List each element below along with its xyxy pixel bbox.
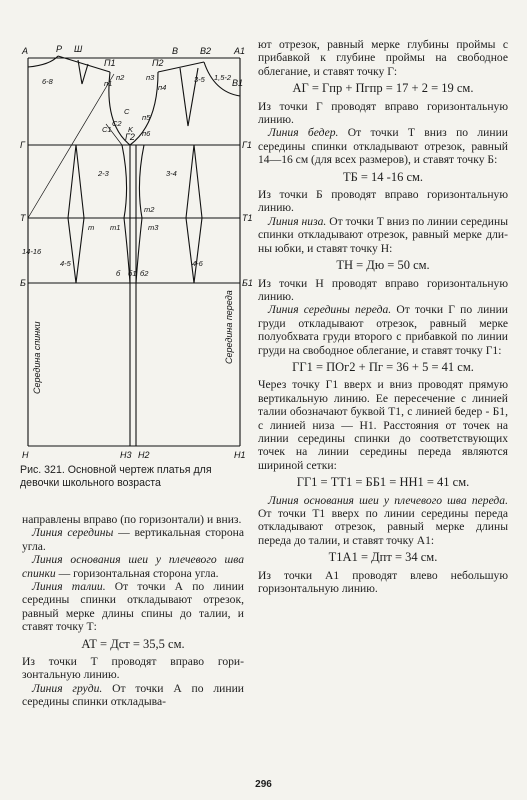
right-p3-text: От точки Т вниз по линии середины спинки откладывают отрезок, равный 14—16 см (для всех размеров), и ставят точку Б: — [258, 126, 508, 167]
label-m: m — [88, 223, 95, 232]
label-n5: п5 — [142, 113, 151, 122]
dim-6-8: 6-8 — [42, 77, 53, 86]
dress-pattern-svg — [18, 34, 253, 462]
label-n6: п6 — [142, 129, 151, 138]
right-p5-text: От точки Т вниз по линии середины спинки откладывают отрезок, равный мерке длины юбки, и ставят точку Н: — [258, 214, 508, 255]
label-k: K — [128, 125, 134, 134]
left-p4-text: От точки А по линии середины спинки откладывают отрезок, равный мерке длины спины до талии, и ставят точку Т: — [22, 580, 244, 634]
left-p2 — [22, 526, 244, 553]
label-b: В — [172, 46, 179, 56]
dim-4-6: 4-6 — [192, 259, 203, 268]
right-p5-term: Линия низа. — [268, 214, 327, 228]
label-h2: Н2 — [138, 450, 150, 460]
label-g: Г — [20, 140, 25, 150]
dim-1-5-2: 1,5-2 — [214, 73, 232, 82]
right-p2: Из точки Г проводят вправо горизонтальную линию. — [258, 99, 508, 127]
left-p2-text: — вертикальная сторона угла. — [22, 526, 244, 553]
formula-tb: ТБ = 14 -16 см. — [342, 169, 424, 184]
label-p2: П2 — [152, 58, 164, 68]
dim-3-4: 3-4 — [166, 169, 177, 178]
label-b1: В1 — [232, 78, 244, 88]
left-p3 — [22, 553, 244, 580]
label-p: P — [56, 44, 63, 54]
label-h1: Н1 — [234, 450, 246, 460]
figure-caption: Рис. 321. Основной чертеж платья для девочки школьного возраста — [20, 464, 212, 489]
right-p7-term: Линия середины переда. — [268, 303, 392, 317]
left-p4 — [22, 580, 244, 634]
right-p3 — [258, 126, 508, 166]
label-b-small: б — [116, 269, 121, 278]
right-p7 — [258, 303, 508, 357]
right-p9-text: От точки Т1 вверх по линии середины переда откладывают отрезок, равный мерке длины переда до талии, и ставят точку А1: — [258, 507, 508, 547]
label-n1: п1 — [104, 79, 113, 88]
right-p10: Из точки А1 проводят влево небольшую горизонтальную линию. — [258, 568, 508, 596]
right-p5 — [258, 215, 508, 255]
label-b-hip: Б — [20, 278, 26, 288]
left-p6-term: Линия груди. — [32, 681, 103, 695]
left-p3-text: — горизонтальная сторона угла. — [55, 566, 219, 580]
formula-gg1: ГГ1 = ПОг2 + Пг = 36 + 5 = 41 см. — [292, 359, 474, 374]
label-a: А — [22, 46, 29, 56]
label-c: C — [124, 107, 130, 116]
left-p4-term: Линия талии. — [32, 580, 106, 594]
formula-t1a1: Т1А1 = Дпт = 34 см. — [328, 550, 438, 565]
label-n3: п3 — [146, 73, 155, 82]
label-b2-small: б2 — [140, 269, 149, 278]
label-n2: п2 — [116, 73, 125, 82]
dim-3-5: 3-5 — [194, 75, 205, 84]
left-p1: направлены вправо (по горизонтали) и вниз. — [22, 513, 242, 526]
left-p2-term: Линия середины — [32, 526, 114, 540]
right-p3-term: Линия бедер. — [268, 126, 339, 140]
dim-14-16: 14-16 — [22, 247, 42, 256]
right-p8: Через точку Г1 вверх и вниз проводят прямую вертикальную линию. Ее пересечение с линией талии обозначают буквой Т1, с линией бедер - Б1, с линией низа — Н1. Расстояния от точек на линии середины спинки до соответствующих точек на линии середины переда являются шириной сетки: — [258, 378, 508, 472]
right-p9 — [258, 494, 508, 548]
left-column — [22, 513, 244, 709]
formula-ag: АГ = Гпр + Пгпр = 17 + 2 = 19 см. — [292, 81, 474, 96]
label-m3: m3 — [148, 223, 159, 232]
pattern-drawing — [18, 34, 253, 462]
formula-at: АТ = Дст = 35,5 см. — [81, 636, 185, 651]
label-g2: Г2 — [125, 132, 135, 142]
formula-grid-width: ГГ1 = ТТ1 = ББ1 = НН1 = 41 см. — [296, 475, 470, 490]
label-p1: П1 — [104, 58, 116, 68]
label-a1: А1 — [234, 46, 246, 56]
right-column — [258, 38, 508, 595]
label-t1: Т1 — [242, 213, 253, 223]
label-m1: m1 — [110, 223, 121, 232]
label-h3: Н3 — [120, 450, 132, 460]
label-t: Т — [20, 213, 26, 223]
label-h: Н — [22, 450, 29, 460]
left-p3-term: Линия основания шеи у плечевого шва спинки — [22, 553, 244, 580]
left-p6 — [22, 682, 244, 709]
formula-tn: ТН = Дю = 50 см. — [336, 258, 430, 273]
left-p5: Из точки Т проводят вправо горизонтальную линию. — [22, 655, 244, 682]
right-p6: Из точки Н проводят вправо горизонтальную линию. — [258, 276, 508, 303]
page-number: 296 — [255, 779, 272, 790]
label-n4: п4 — [158, 83, 167, 92]
label-b2: В2 — [200, 46, 212, 56]
back-center-label: Середина спинки — [32, 321, 42, 394]
right-p7-text: От точки Г по линии груди откладывают отрезок, равный мерке полуобхвата груди второго с прибавкой по линии груди на свободное облегание, и ставят точку Г1: — [258, 303, 508, 357]
front-center-label: Середина переда — [224, 290, 234, 364]
label-c2: C2 — [112, 119, 122, 128]
dim-2-3: 2-3 — [98, 169, 109, 178]
right-p4: Из точки Б проводят вправо горизонтальную линию. — [258, 188, 508, 215]
label-b1-small: б1 — [128, 269, 137, 278]
left-p6-text: От точки А по линии середины спинки откладыва- — [22, 681, 244, 709]
dim-4-5: 4-5 — [60, 259, 71, 268]
label-b1-hip: Б1 — [242, 278, 253, 288]
right-p9-term: Линия основания шеи у плечевого шва переда. — [268, 493, 508, 507]
label-c1: C1 — [102, 125, 112, 134]
label-g1: Г1 — [242, 140, 252, 150]
label-sh: Ш — [74, 44, 83, 54]
label-m2: m2 — [144, 205, 155, 214]
right-p1: ют отрезок, равный мерке глубины проймы с прибавкой к глубине проймы на свободное облегание, и ставят точку Г: — [258, 38, 508, 78]
